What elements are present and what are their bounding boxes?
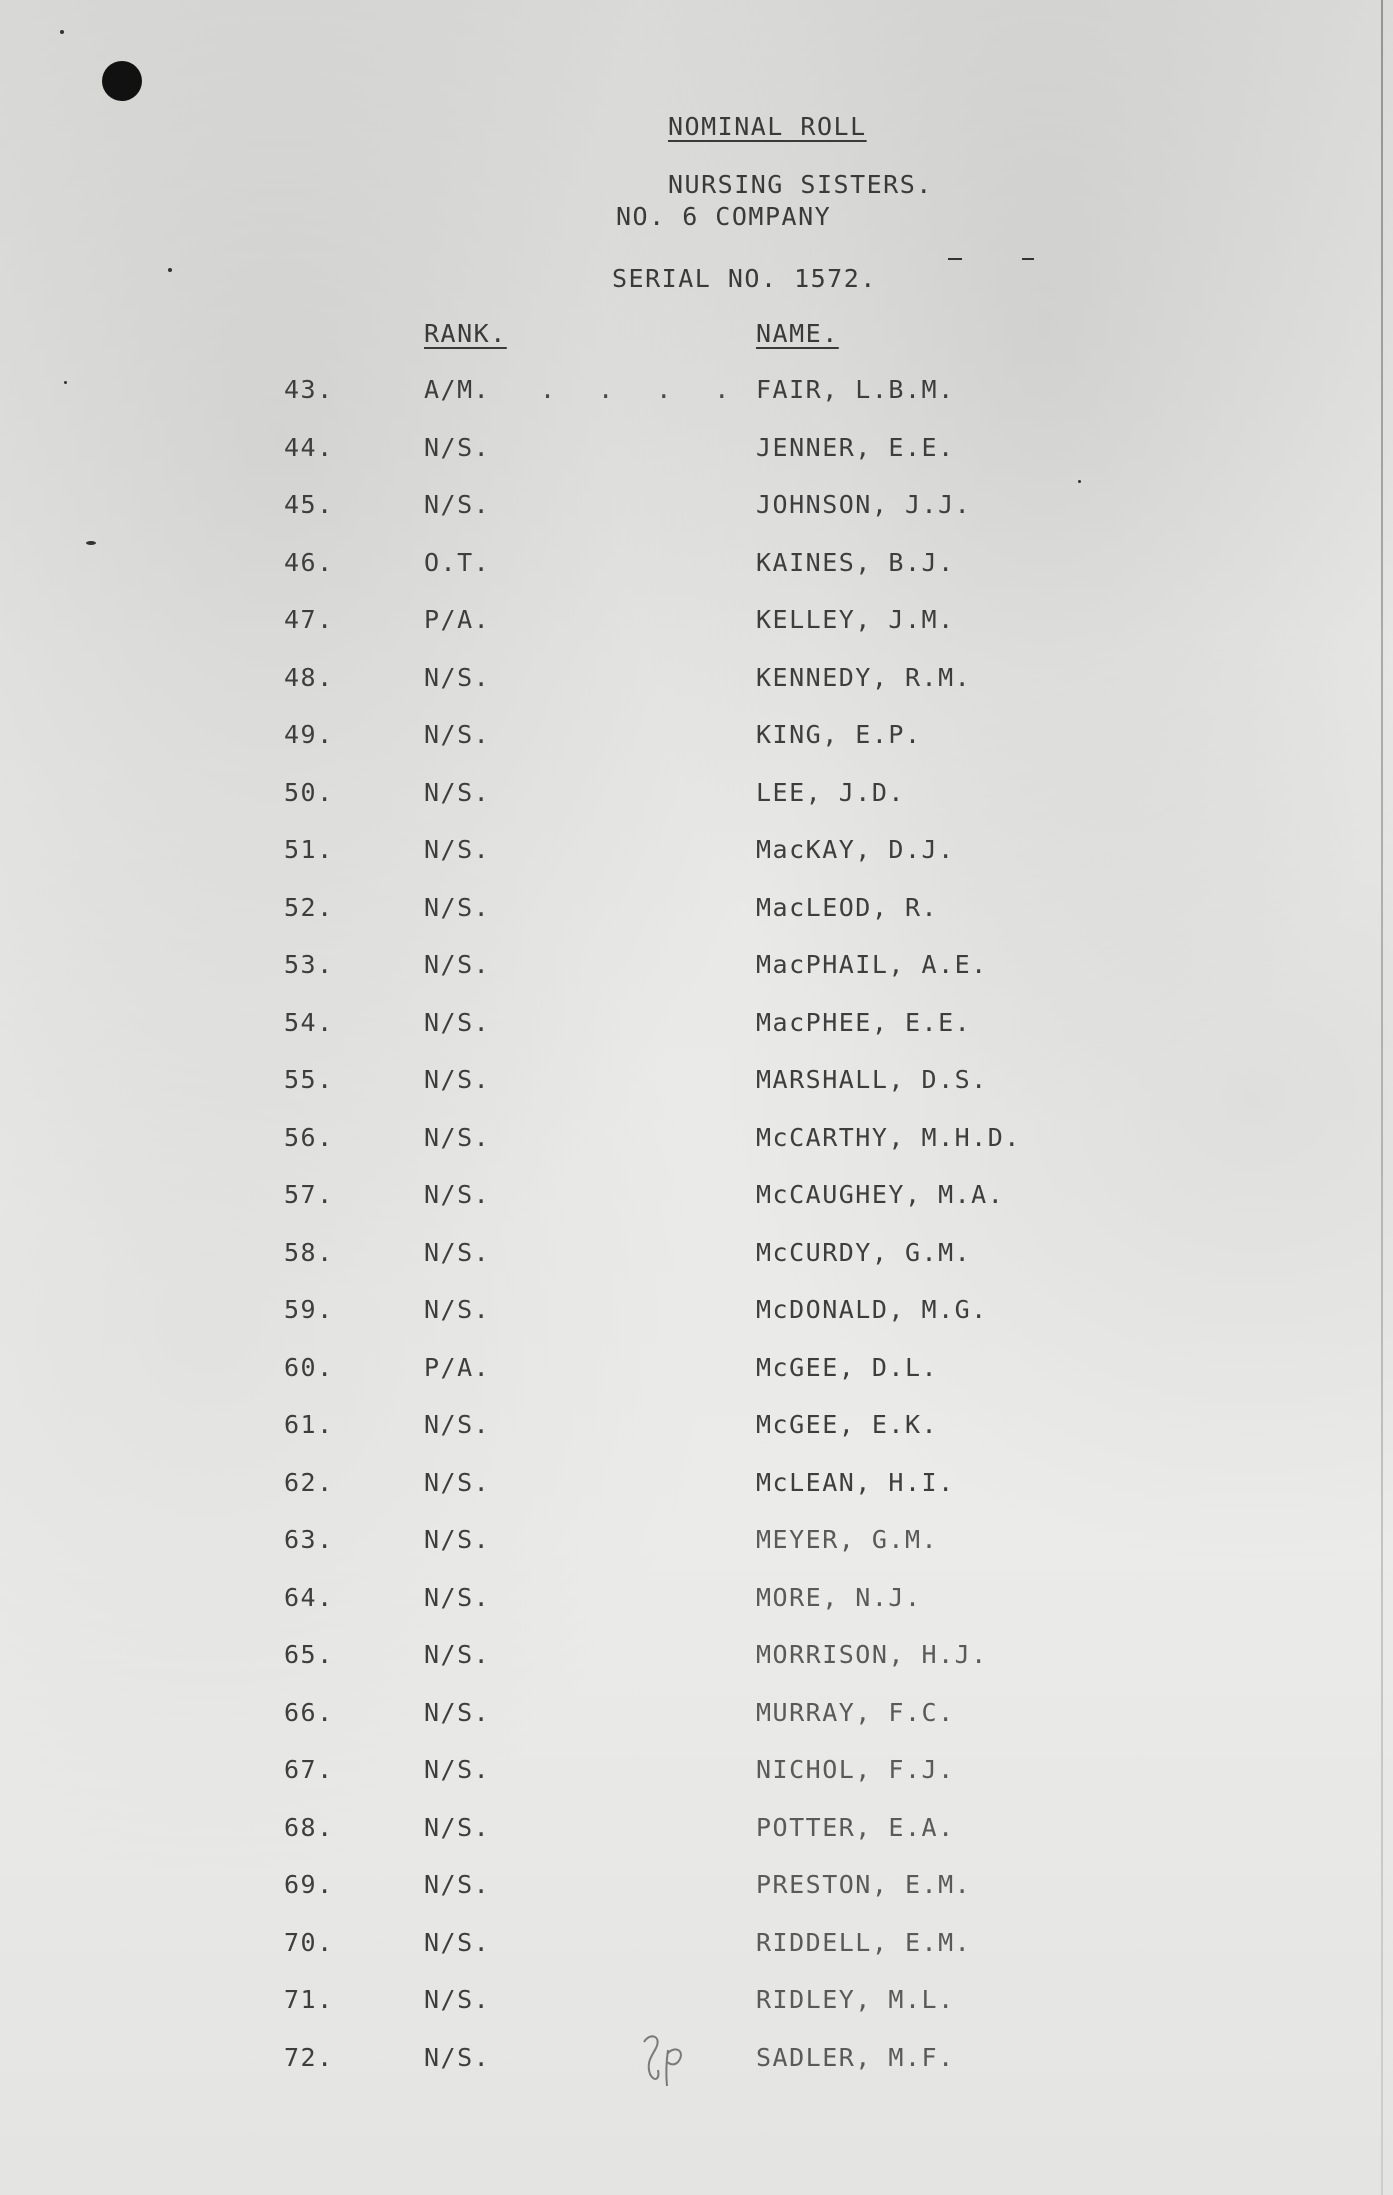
roll-row xyxy=(0,1640,1393,1698)
row-name: McGEE, D.L. xyxy=(756,1352,939,1382)
roll-row xyxy=(0,950,1393,1008)
roll-row xyxy=(0,1180,1393,1238)
column-header-rank: RANK. xyxy=(424,319,507,348)
roll-row xyxy=(0,375,1393,433)
row-rank: N/S. xyxy=(424,1927,491,1957)
row-name: KELLEY, J.M. xyxy=(756,605,955,634)
row-name: McCAUGHEY, M.A. xyxy=(756,1180,1005,1209)
roll-row xyxy=(0,720,1393,778)
row-number: 61. xyxy=(284,1410,334,1439)
row-number: 47. xyxy=(284,605,334,634)
roll-row xyxy=(0,490,1393,548)
row-number: 66. xyxy=(284,1697,334,1727)
row-rank: N/S. xyxy=(424,720,491,749)
roll-row xyxy=(0,1755,1393,1813)
roll-row xyxy=(0,1238,1393,1296)
row-name: MORRISON, H.J. xyxy=(756,1640,988,1669)
row-number: 57. xyxy=(284,1180,334,1209)
row-number: 45. xyxy=(284,490,334,519)
row-name: JOHNSON, J.J. xyxy=(756,490,972,519)
row-rank: N/S. xyxy=(424,1812,491,1842)
row-number: 46. xyxy=(284,547,334,577)
row-number: 62. xyxy=(284,1467,334,1497)
roll-row xyxy=(0,1468,1393,1526)
row-rank: N/S. xyxy=(424,1755,491,1784)
row-name: MORE, N.J. xyxy=(756,1582,922,1612)
roll-row xyxy=(0,2043,1393,2101)
row-number: 53. xyxy=(284,950,334,979)
row-name: McLEAN, H.I. xyxy=(756,1467,955,1497)
speck xyxy=(60,30,64,34)
row-rank: N/S. xyxy=(424,835,491,864)
row-number: 52. xyxy=(284,892,334,922)
roll-row xyxy=(0,1353,1393,1411)
row-number: 50. xyxy=(284,777,334,807)
row-number: 48. xyxy=(284,662,334,692)
row-name: RIDLEY, M.L. xyxy=(756,1985,955,2014)
roll-row xyxy=(0,1813,1393,1871)
row-name: MacLEOD, R. xyxy=(756,892,939,922)
row-name: KING, E.P. xyxy=(756,720,922,749)
row-name: NICHOL, F.J. xyxy=(756,1755,955,1784)
row-name: MARSHALL, D.S. xyxy=(756,1065,988,1094)
roll-row xyxy=(0,1410,1393,1468)
row-number: 70. xyxy=(284,1927,334,1957)
row-name: MacKAY, D.J. xyxy=(756,835,955,864)
roll-row xyxy=(0,1928,1393,1986)
dash-mark xyxy=(948,258,962,260)
row-number: 59. xyxy=(284,1295,334,1324)
roll-table xyxy=(0,375,1393,2100)
roll-row xyxy=(0,1583,1393,1641)
row-rank: N/S. xyxy=(424,432,491,462)
row-rank: A/M. xyxy=(424,375,491,404)
row-name: RIDDELL, E.M. xyxy=(756,1927,972,1957)
punch-hole xyxy=(102,61,142,101)
serial-number: SERIAL NO. 1572. xyxy=(612,264,877,293)
row-rank: N/S. xyxy=(424,1180,491,1209)
row-number: 43. xyxy=(284,375,334,404)
row-name: LEE, J.D. xyxy=(756,777,905,807)
row-number: 72. xyxy=(284,2042,334,2072)
row-rank: N/S. xyxy=(424,1525,491,1554)
row-number: 54. xyxy=(284,1007,334,1037)
dash-mark xyxy=(1022,258,1034,260)
row-name: MacPHEE, E.E. xyxy=(756,1007,972,1037)
roll-row xyxy=(0,1525,1393,1583)
row-rank: N/S. xyxy=(424,1410,491,1439)
row-number: 56. xyxy=(284,1122,334,1152)
roll-row xyxy=(0,835,1393,893)
row-number: 60. xyxy=(284,1352,334,1382)
roll-row xyxy=(0,548,1393,606)
row-rank: P/A. xyxy=(424,605,491,634)
row-name: McCURDY, G.M. xyxy=(756,1237,972,1267)
row-rank: N/S. xyxy=(424,1467,491,1497)
row-rank: N/S. xyxy=(424,1640,491,1669)
subtitle-nursing-sisters: NURSING SISTERS. xyxy=(668,170,933,199)
row-name: SADLER, M.F. xyxy=(756,2042,955,2072)
roll-row xyxy=(0,778,1393,836)
roll-row xyxy=(0,893,1393,951)
roll-row xyxy=(0,663,1393,721)
row-name: McGEE, E.K. xyxy=(756,1410,939,1439)
row-rank: N/S. xyxy=(424,1295,491,1324)
column-header-name: NAME. xyxy=(756,319,839,348)
row-rank: N/S. xyxy=(424,777,491,807)
row-number: 49. xyxy=(284,720,334,749)
roll-row xyxy=(0,1698,1393,1756)
roll-row xyxy=(0,1065,1393,1123)
row-rank: N/S. xyxy=(424,2042,491,2072)
pencil-mark xyxy=(636,2030,696,2090)
roll-row xyxy=(0,1985,1393,2043)
row-rank: N/S. xyxy=(424,662,491,692)
roll-row xyxy=(0,1295,1393,1353)
row-number: 69. xyxy=(284,1870,334,1899)
row-number: 44. xyxy=(284,432,334,462)
row-number: 51. xyxy=(284,835,334,864)
row-rank: N/S. xyxy=(424,1870,491,1899)
row-name: McCARTHY, M.H.D. xyxy=(756,1122,1021,1152)
row-rank: N/S. xyxy=(424,1237,491,1267)
row-number: 58. xyxy=(284,1237,334,1267)
row-rank: N/S. xyxy=(424,1065,491,1094)
row-rank: P/A. xyxy=(424,1352,491,1382)
row-name: JENNER, E.E. xyxy=(756,432,955,462)
row-number: 68. xyxy=(284,1812,334,1842)
leader-dots: . . . . xyxy=(540,375,744,404)
row-rank: N/S. xyxy=(424,1122,491,1152)
document-title: NOMINAL ROLL xyxy=(668,112,867,141)
roll-row xyxy=(0,433,1393,491)
roll-row xyxy=(0,1123,1393,1181)
roll-row xyxy=(0,1008,1393,1066)
row-rank: O.T. xyxy=(424,547,491,577)
row-name: KENNEDY, R.M. xyxy=(756,662,972,692)
row-rank: N/S. xyxy=(424,892,491,922)
subtitle-company: NO. 6 COMPANY xyxy=(616,202,832,231)
row-rank: N/S. xyxy=(424,1697,491,1727)
row-number: 65. xyxy=(284,1640,334,1669)
row-rank: N/S. xyxy=(424,1007,491,1037)
row-name: MURRAY, F.C. xyxy=(756,1697,955,1727)
roll-row xyxy=(0,605,1393,663)
row-name: POTTER, E.A. xyxy=(756,1812,955,1842)
row-rank: N/S. xyxy=(424,1985,491,2014)
row-number: 67. xyxy=(284,1755,334,1784)
row-rank: N/S. xyxy=(424,950,491,979)
row-name: McDONALD, M.G. xyxy=(756,1295,988,1324)
row-name: FAIR, L.B.M. xyxy=(756,375,955,404)
row-number: 64. xyxy=(284,1582,334,1612)
row-name: MEYER, G.M. xyxy=(756,1525,939,1554)
row-rank: N/S. xyxy=(424,490,491,519)
row-name: KAINES, B.J. xyxy=(756,547,955,577)
row-name: MacPHAIL, A.E. xyxy=(756,950,988,979)
row-number: 71. xyxy=(284,1985,334,2014)
row-rank: N/S. xyxy=(424,1582,491,1612)
speck xyxy=(168,268,172,272)
row-name: PRESTON, E.M. xyxy=(756,1870,972,1899)
row-number: 55. xyxy=(284,1065,334,1094)
roll-row xyxy=(0,1870,1393,1928)
row-number: 63. xyxy=(284,1525,334,1554)
